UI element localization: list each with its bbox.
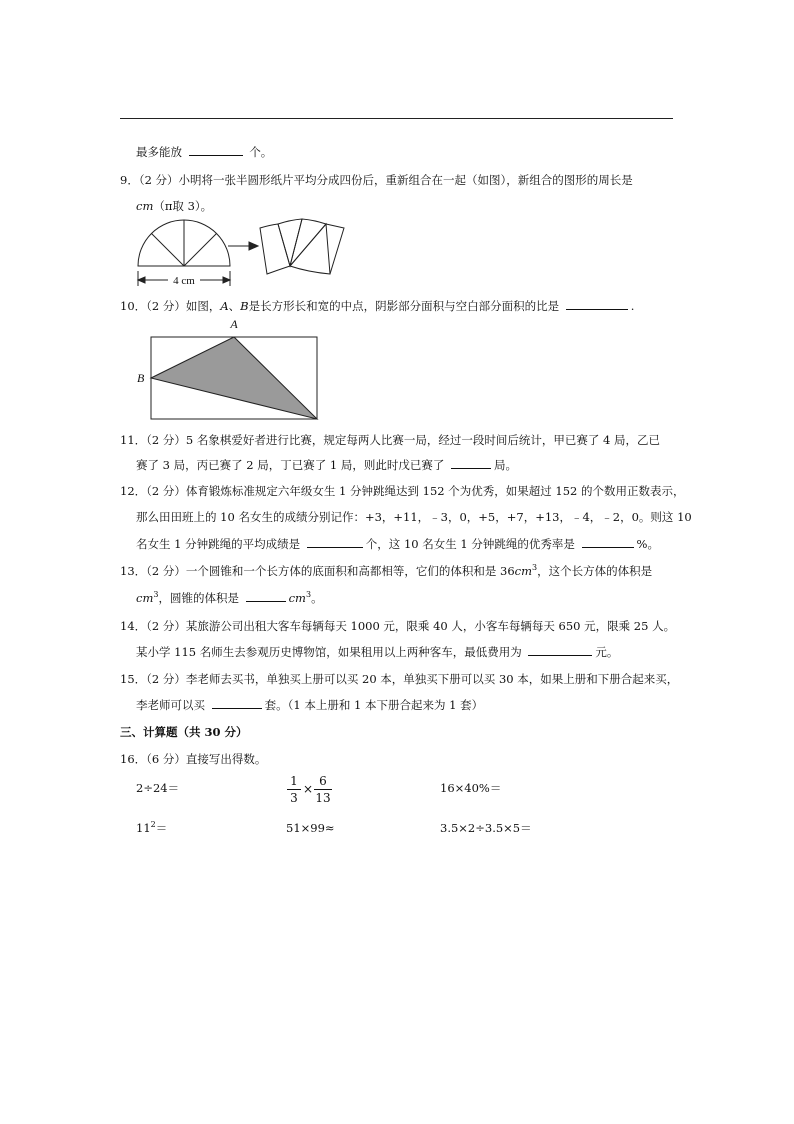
arrow-icon [249, 242, 258, 250]
answer-blank[interactable] [212, 697, 262, 709]
header-rule [120, 118, 673, 119]
q11-line1: 11．（2 分）5 名象棋爱好者进行比赛，规定每两人比赛一局，经过一段时间后统计，甲已赛了 4 局，乙已 [120, 433, 660, 447]
q13-text-3: ，圆锥的体积是 [158, 591, 239, 605]
q11-suffix: 局。 [494, 458, 518, 472]
answer-blank[interactable] [566, 298, 628, 310]
answer-blank[interactable] [246, 590, 286, 602]
q10-prefix: 10．（2 分）如图， [120, 299, 221, 313]
calc-item-fraction [284, 774, 354, 810]
q10-text: 是长方形长和宽的中点，阴影部分面积与空白部分面积的比是 [248, 299, 560, 313]
q9-pi-note: （π取 3）。 [153, 199, 213, 213]
answer-blank[interactable] [528, 644, 592, 656]
answer-blank[interactable] [189, 144, 243, 156]
calc-item: 3.5×2÷3.5×5＝ [440, 821, 532, 835]
q13-unit: cm [514, 564, 532, 578]
section-heading: 三、计算题（共 30 分） [120, 725, 248, 739]
fraction-bar [287, 789, 301, 790]
q13-end: 。 [311, 591, 323, 605]
q10-point-b: B [240, 299, 249, 313]
q13-unit: cm [288, 591, 306, 605]
q9-line1: 9．（2 分）小明将一张半圆形纸片平均分成四份后，重新组合在一起（如图），新组合的图形的周长是 [120, 173, 633, 187]
q10-point-a: A [220, 299, 229, 313]
q11-text: 赛了 3 局，丙已赛了 2 局，丁已赛了 1 局，则此时戊已赛了 [136, 458, 445, 472]
q9-unit: cm [136, 199, 154, 213]
q13-exponent: 3 [532, 563, 538, 573]
q13-exponent: 3 [305, 590, 312, 600]
exponent: 2 [150, 820, 156, 830]
q12-line2: 那么田田班上的 10 名女生的成绩分别记作：+3，+11，﹣3，0，+5，+7，+13，﹣4，﹣2，0。则这 10 [136, 510, 692, 524]
q8-suffix: 个。 [249, 145, 273, 159]
semicircle-figure [130, 216, 355, 292]
q10-line [120, 298, 690, 314]
q12-suffix: %。 [636, 537, 659, 551]
rectangle-figure [134, 316, 324, 424]
equals: ＝ [155, 821, 168, 835]
q8-prefix: 最多能放 [136, 145, 182, 159]
q8-tail [136, 144, 706, 160]
shaded-triangle [151, 337, 317, 419]
calc-item: 51×99≈ [286, 821, 335, 835]
q15-text: 李老师可以买 [136, 698, 205, 712]
denominator: 3 [290, 791, 298, 805]
answer-blank[interactable] [451, 457, 491, 469]
q9-line2 [136, 198, 706, 214]
q13-unit: cm [136, 591, 154, 605]
calc-item [136, 820, 167, 836]
sector-piece [290, 224, 330, 274]
q12-text-mid: 个，这 10 名女生 1 分钟跳绳的优秀率是 [365, 537, 575, 551]
denominator: 13 [315, 791, 331, 805]
q10-separator: 、 [228, 299, 241, 313]
fraction-bar [314, 789, 332, 790]
q16-title: 16．（6 分）直接写出得数。 [120, 752, 267, 766]
numerator: 1 [290, 774, 298, 788]
answer-blank[interactable] [582, 536, 634, 548]
answer-blank[interactable] [307, 536, 363, 548]
operator: × [302, 782, 314, 796]
q13-line1 [120, 563, 690, 579]
q15-line2 [136, 697, 706, 713]
q10-end: . [630, 299, 635, 313]
q13-text-2: ，这个长方体的体积是 [537, 564, 653, 578]
calc-item: 2÷24＝ [136, 781, 180, 795]
q14-suffix: 元。 [595, 645, 619, 659]
calc-item: 16×40%＝ [440, 781, 502, 795]
q12-line1: 12．（2 分）体育锻炼标准规定六年级女生 1 分钟跳绳达到 152 个为优秀，如果超过 152 的个数用正数表示， [120, 484, 685, 498]
q15-line1: 15．（2 分）李老师去买书，单独买上册可以买 20 本，单独买下册可以买 30 本，如果上册和下册合起来买， [120, 672, 679, 686]
numerator: 6 [319, 774, 327, 788]
q13-exponent: 3 [153, 590, 159, 600]
q14-line2 [136, 644, 706, 660]
q13-text: 13．（2 分）一个圆锥和一个长方体的底面积和高都相等，它们的体积和是 36 [120, 564, 515, 578]
sector-piece [278, 219, 302, 266]
q14-line1: 14．（2 分）某旅游公司出租大客车每辆每天 1000 元，限乘 40 人，小客车每辆每天 650 元，限乘 25 人。 [120, 619, 676, 633]
q15-suffix: 套。（1 本上册和 1 本下册合起来为 1 套） [264, 698, 484, 712]
q12-line3 [136, 536, 706, 552]
label-b: B [137, 371, 145, 385]
q14-text: 某小学 115 名师生去参观历史博物馆，如果租用以上两种客车，最低费用为 [136, 645, 522, 659]
q12-text: 名女生 1 分钟跳绳的平均成绩是 [136, 537, 301, 551]
q13-line2 [136, 590, 706, 606]
dimension-label: 4 cm [173, 275, 195, 287]
label-a: A [230, 317, 238, 331]
base: 11 [136, 821, 151, 835]
q11-line2 [136, 457, 706, 473]
